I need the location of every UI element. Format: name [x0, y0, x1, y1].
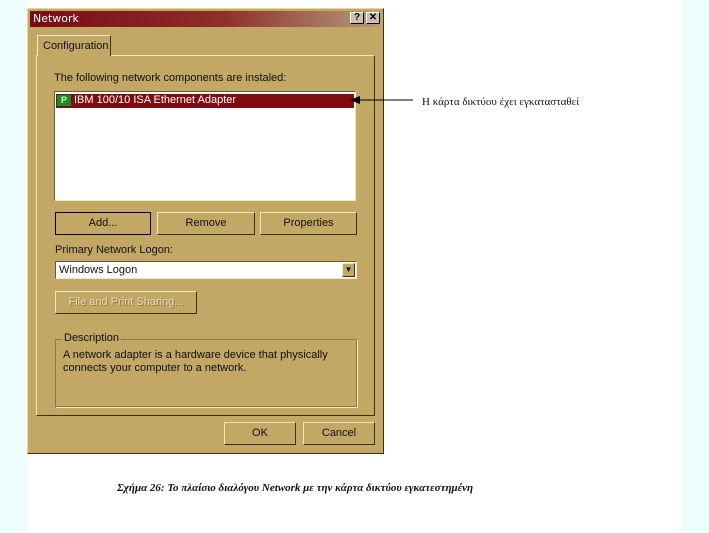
description-text: A network adapter is a hardware device that physically connects your computer to a network. [63, 349, 328, 374]
add-button[interactable]: Add... [55, 212, 151, 235]
tab-configuration-label: Configuration [43, 40, 109, 52]
remove-button[interactable]: Remove [157, 212, 255, 235]
list-item-label: IBM 100/10 ISA Ethernet Adapter [74, 94, 237, 106]
components-listbox[interactable] [54, 91, 356, 201]
description-legend: Description [64, 332, 120, 344]
dialog-title: Network [33, 12, 79, 25]
primary-logon-label: Primary Network Logon: [55, 244, 173, 256]
help-button[interactable]: ? [350, 12, 364, 24]
description-group [55, 332, 357, 407]
title-bar[interactable] [30, 11, 381, 27]
components-label: The following network components are instaled: [54, 72, 287, 84]
cancel-button[interactable]: Cancel [303, 422, 375, 445]
properties-button[interactable]: Properties [260, 212, 357, 235]
file-print-sharing-button: File and Print Sharing... [55, 291, 197, 314]
close-button[interactable]: ✕ [366, 12, 380, 24]
callout-arrow-icon [350, 94, 416, 106]
ok-button[interactable]: OK [224, 422, 296, 445]
list-item[interactable] [56, 94, 354, 108]
network-dialog [27, 8, 384, 454]
network-adapter-icon: P [57, 95, 71, 106]
page-side-margin-left [0, 0, 28, 533]
page-side-margin-right [681, 0, 709, 533]
chevron-down-icon[interactable]: ▼ [342, 263, 355, 277]
primary-logon-value: Windows Logon [59, 264, 138, 276]
tab-configuration[interactable] [37, 35, 111, 56]
primary-logon-select[interactable] [55, 261, 357, 279]
callout-text: Η κάρτα δικτύου έχει εγκατασταθεί [422, 96, 580, 108]
figure-caption: Σχήμα 26: Το πλαίσιο διαλόγου Network με την κάρτα δικτύου εγκατεστημένη [117, 482, 474, 494]
